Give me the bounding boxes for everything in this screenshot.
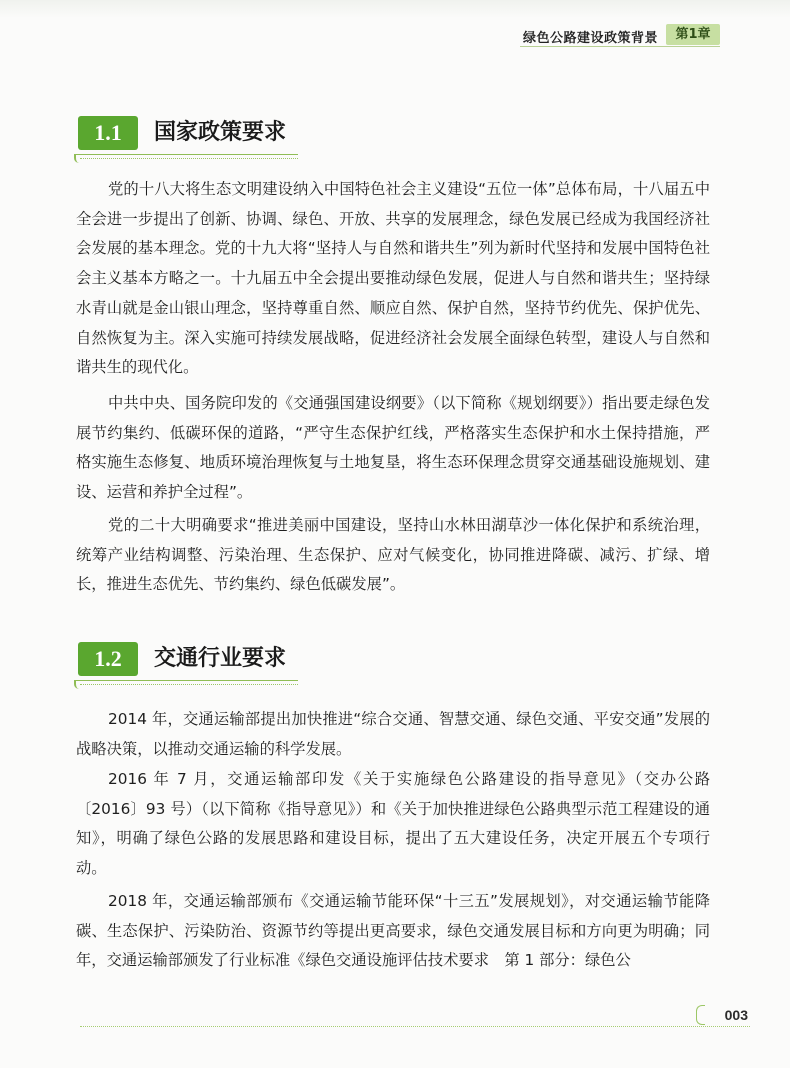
section-rule	[74, 680, 298, 689]
section-title: 国家政策要求	[154, 120, 287, 145]
section-number-badge: 1.1	[78, 116, 138, 150]
page-number: 003	[696, 1005, 748, 1025]
paragraph: 2014 年，交通运输部提出加快推进“综合交通、智慧交通、绿色交通、平安交通”发展的战略决策，以推动交通运输的科学发展。	[76, 710, 710, 758]
section-title: 交通行业要求	[154, 646, 287, 671]
running-header-title: 绿色公路建设政策背景	[522, 31, 658, 46]
header-divider	[520, 46, 720, 47]
chapter-badge: 第1章	[666, 24, 720, 45]
paragraph: 中共中央、国务院印发的《交通强国建设纲要》（以下简称《规划纲要》）指出要走绿色发展节约集约、低碳环保的道路，“严守生态保护红线，严格落实生态保护和水土保持措施，严格实施生态修复、地质环境治理恢复与土地复垦，将生态环保理念贯穿交通基础设施规划、建设、运营和养护全过程”。	[76, 394, 710, 502]
footer-dotted-rule	[80, 1026, 750, 1027]
header-bar	[0, 0, 790, 18]
section-number-badge: 1.2	[78, 642, 138, 676]
paragraph: 党的二十大明确要求“推进美丽中国建设，坚持山水林田湖草沙一体化保护和系统治理，统筹产业结构调整、污染治理、生态保护、应对气候变化，协同推进降碳、减污、扩绿、增长，推进生态优先、节约集约、绿色低碳发展”。	[76, 516, 710, 594]
paragraph: 2016 年 7 月，交通运输部印发《关于实施绿色公路建设的指导意见》（交办公路〔2016〕93 号）（以下简称《指导意见》）和《关于加快推进绿色公路典型示范工程建设的通知》，明确了绿色公路的发展思路和建设目标，提出了五大建设任务，决定开展五个专项行动。	[76, 770, 710, 878]
paragraph: 2018 年，交通运输部颁布《交通运输节能环保“十三五”发展规划》，对交通运输节能降碳、生态保护、污染防治、资源节约等提出更高要求，绿色交通发展目标和方向更为明确；同年，交通运输部颁发了行业标准《绿色交通设施评估技术要求 第 1 部分：绿色公	[76, 892, 710, 970]
paragraph: 党的十八大将生态文明建设纳入中国特色社会主义建设“五位一体”总体布局，十八届五中全会进一步提出了创新、协调、绿色、开放、共享的发展理念，绿色发展已经成为我国经济社会发展的基本理念。党的十九大将“坚持人与自然和谐共生”列为新时代坚持和发展中国特色社会主义基本方略之一。十九届五中全会提出要推动绿色发展，促进人与自然和谐共生；坚持绿水青山就是金山银山理念，坚持尊重自然、顺应自然、保护自然，坚持节约优先、保护优先、自然恢复为主。深入实施可持续发展战略，促进经济社会发展全面绿色转型，建设人与自然和谐共生的现代化。	[76, 180, 710, 377]
section-rule	[74, 154, 298, 163]
page-header	[0, 0, 790, 50]
